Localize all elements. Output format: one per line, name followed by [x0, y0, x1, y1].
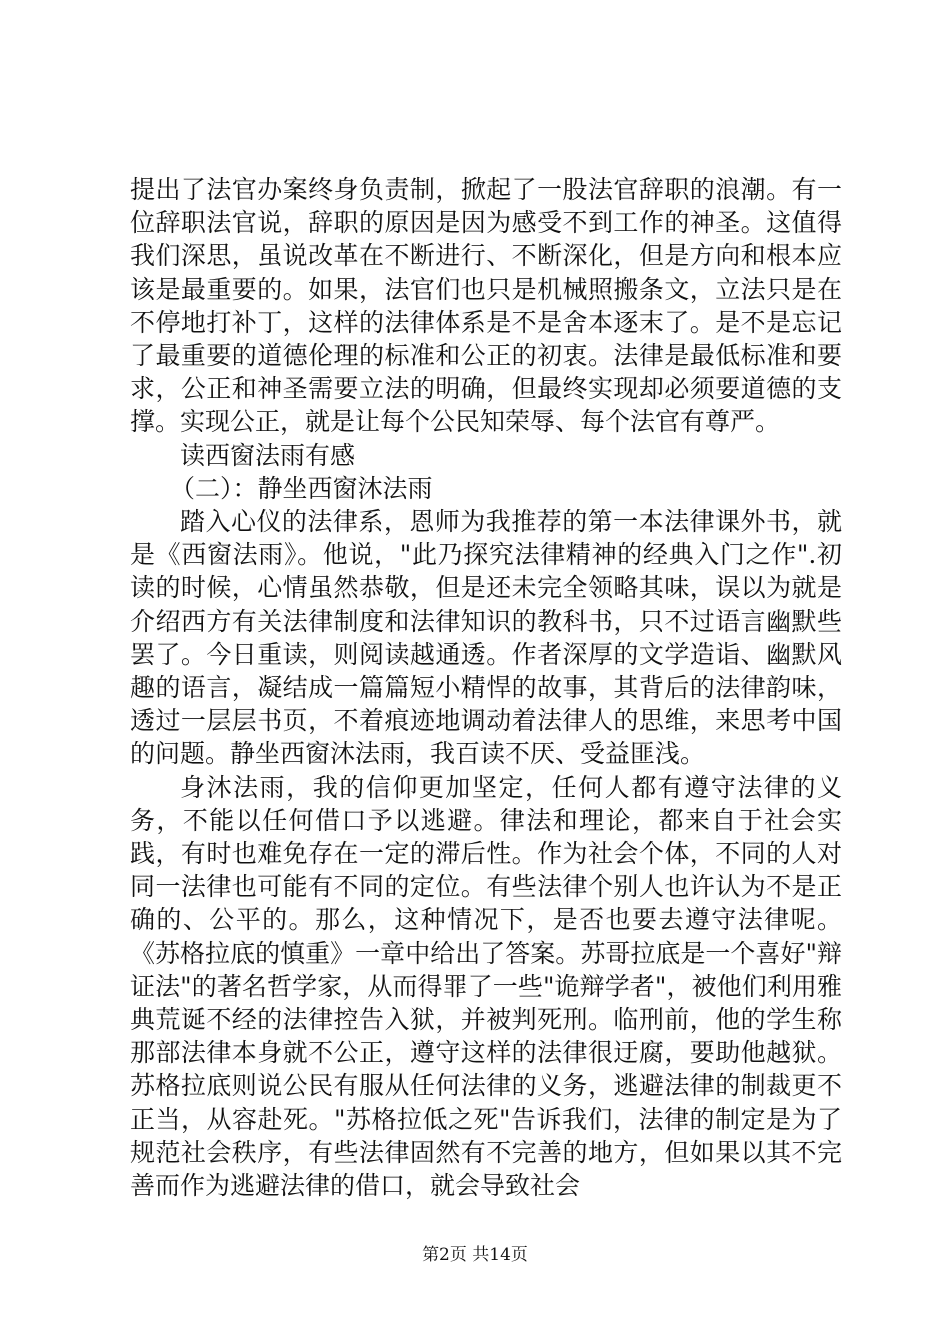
document-body [130, 173, 842, 1202]
body-paragraph-1: 踏入心仪的法律系，恩师为我推荐的第一本法律课外书，就是《西窗法雨》。他说，"此乃探究法律精神的经典入门之作".初读的时候，心情虽然恭敬，但是还未完全领略其味，误以为就是介绍西方有关法律制度和法律知识的教科书，只不过语言幽默些罢了。今日重读，则阅读越通透。作者深厚的文学造诣、幽默风趣的语言，凝结成一篇篇短小精悍的故事，其背后的法律韵味，透过一层层书页，不着痕迹地调动着法律人的思维，来思考中国的问题。静坐西窗沐法雨，我百读不厌、受益匪浅。 [130, 507, 842, 769]
body-paragraph-2: 身沐法雨，我的信仰更加坚定，任何人都有遵守法律的义务，不能以任何借口予以逃避。律法和理论，都来自于社会实践，有时也难免存在一定的滞后性。作为社会个体，不同的人对同一法律也可能有不同的定位。有些法律个别人也许认为不是正确的、公平的。那么，这种情况下，是否也要去遵守法律呢。《苏格拉底的慎重》一章中给出了答案。苏哥拉底是一个喜好"辩证法"的著名哲学家，从而得罪了一些"诡辩学者"，被他们利用雅典荒诞不经的法律控告入狱，并被判死刑。临刑前，他的学生称那部法律本身就不公正，遵守这样的法律很迂腐，要助他越狱。苏格拉底则说公民有服从任何法律的义务，逃避法律的制裁更不正当，从容赴死。"苏格拉低之死"告诉我们，法律的制定是为了规范社会秩序，有些法律固然有不完善的地方，但如果以其不完善而作为逃避法律的借口，就会导致社会 [130, 772, 842, 1201]
page-number-footer: 第2页 共14页 [422, 1245, 528, 1265]
paragraph-continuation: 提出了法官办案终身负责制，掀起了一股法官辞职的浪潮。有一位辞职法官说，辞职的原因是因为感受不到工作的神圣。这值得我们深思，虽说改革在不断进行、不断深化，但是方向和根本应该是最重要的。如果，法官们也只是机械照搬条文，立法只是在不停地打补丁，这样的法律体系是不是舍本逐末了。是不是忘记了最重要的道德伦理的标准和公正的初衷。法律是最低标准和要求，公正和神圣需要立法的明确，但最终实现却必须要道德的支撑。实现公正，就是让每个公民知荣辱、每个法官有尊严。 [130, 175, 842, 437]
section-title: 读西窗法雨有感 [180, 440, 356, 470]
section-subtitle: （二）：静坐西窗沐法雨 [170, 473, 433, 503]
